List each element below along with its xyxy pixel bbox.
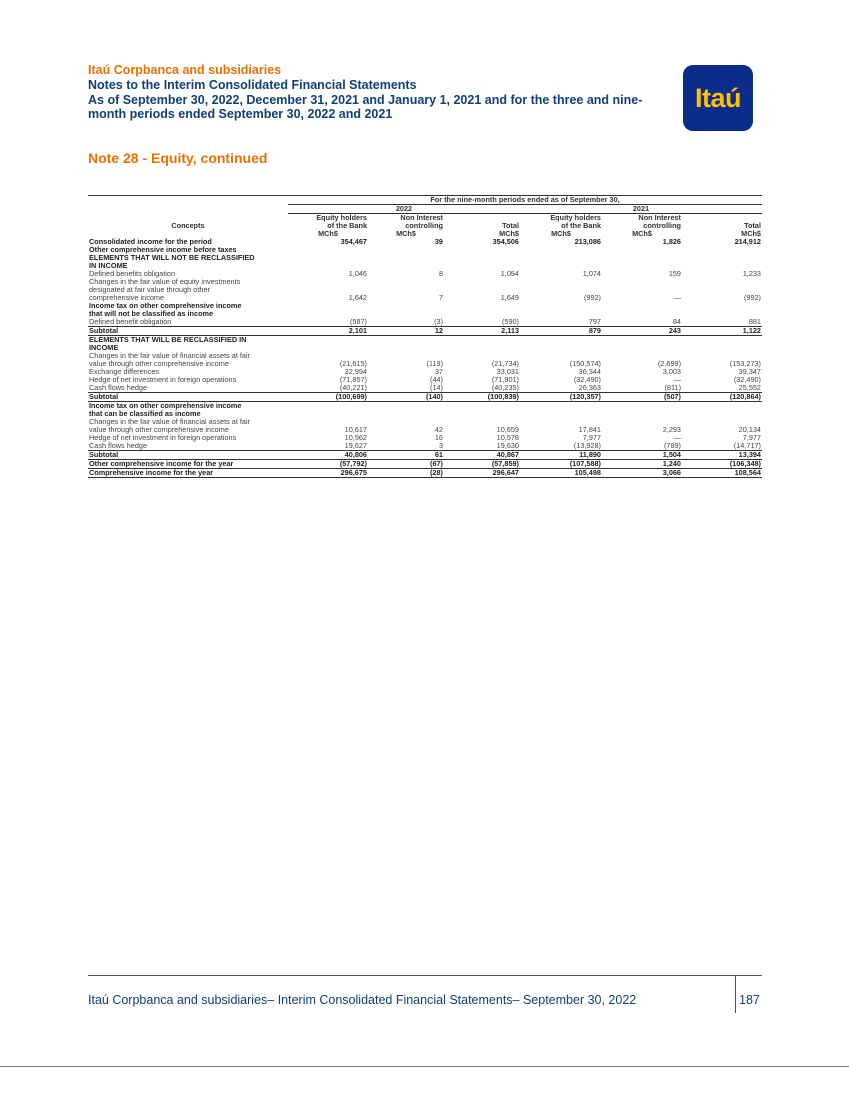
col-nci-2022-sub: controlling [405,221,443,230]
row-value: 20,134 [738,425,761,434]
row-value [288,254,368,262]
row-value: 26,363 [578,383,601,392]
row-value [368,336,444,345]
row-value: 879 [520,327,602,336]
row-value: 19,630 [496,441,519,450]
row-value: (106,348) [682,460,762,469]
row-value: — [673,293,681,302]
company-name: Itaú Corpbanca and subsidiaries [88,63,282,77]
row-label-line: Comprehensive income for the year [89,468,214,477]
row-value: (992) [583,293,601,302]
logo-text: Itaú [694,82,741,113]
row-value: 1,826 [662,237,681,246]
row-value [682,336,762,345]
row-label-line: IN INCOME [89,261,128,270]
row-value [682,410,762,418]
statement-period-line2: month periods ended September 30, 2022 and 2021 [88,107,393,121]
col-equity-2021-sub: of the Bank [561,221,601,230]
table-row [88,278,762,302]
row-value: (140) [368,393,444,402]
row-value [520,336,602,345]
row-value: (587) [349,317,367,326]
row-value: 12 [368,327,444,336]
row-label [88,442,288,451]
row-value: — [673,433,681,442]
row-value: (32,490) [733,375,761,384]
row-value [602,302,682,310]
row-value: 7 [438,293,443,302]
row-value: (21,734) [491,359,519,368]
statement-title: Notes to the Interim Consolidated Financial Statements [88,78,417,92]
row-value [444,246,520,254]
unit-label: MCh$ [632,229,652,238]
row-label-line: value through other comprehensive income [89,425,229,434]
row-value: 354,467 [340,237,367,246]
col-equity-2021: Equity holders [550,213,601,222]
row-value: 13,394 [682,451,762,460]
col-nci-2021: Non Interest [638,213,681,222]
row-value: (44) [430,375,443,384]
col-nci-2022: Non Interest [400,213,443,222]
row-value: 296,675 [288,469,368,478]
row-value [444,410,520,418]
row-value [444,344,520,352]
row-value: 797 [588,317,601,326]
row-label-line: that can be classified as income [89,409,201,418]
table-row [88,254,762,262]
row-value [288,336,368,345]
row-value [682,246,762,254]
unit-label: MCh$ [318,229,338,238]
row-value [682,254,762,262]
col-total-2021: Total [744,221,761,230]
row-value: (40,221) [339,383,367,392]
row-label-line: Defined benefits obligation [89,269,176,278]
row-value: 7,977 [582,433,601,442]
concepts-header: Concepts [171,221,205,230]
footer-separator [735,976,736,1013]
row-value: 243 [602,327,682,336]
row-value: — [673,375,681,384]
page-bottom-rule [0,1066,849,1067]
statement-period-line1: As of September 30, 2022, December 31, 2021 and January 1, 2021 and for the three and nine- [88,92,643,107]
row-value: (21,615) [339,359,367,368]
row-label [88,278,288,302]
row-value [602,246,682,254]
row-value: 1,233 [742,269,761,278]
row-label-line: comprehensive income [89,293,165,302]
row-value: 39,347 [738,367,761,376]
row-value: (3) [434,317,443,326]
row-value: (789) [663,441,681,450]
row-label-line: designated at fair value through other [89,285,210,294]
unit-label: MCh$ [499,229,519,238]
row-label-line: value through other comprehensive income [89,359,229,368]
row-label [88,318,288,327]
row-label-line: Hedge of net investment in foreign operations [89,433,237,442]
row-value [368,254,444,262]
note-title: Note 28 - Equity, continued [88,150,268,166]
row-value [368,344,444,352]
document-header [88,63,668,122]
row-label [88,352,288,368]
col-equity-2022-sub: of the Bank [327,221,367,230]
row-label-line: ELEMENTS THAT WILL NOT BE RECLASSIFIED [89,253,255,262]
row-value: (120,864) [682,393,762,402]
row-value [520,344,602,352]
table-row [88,318,762,327]
row-value: 1,642 [348,293,367,302]
row-label-line: Hedge of net investment in foreign operations [89,375,237,384]
row-label-line: Defined benefit obligation [89,317,172,326]
row-value: 354,506 [492,237,519,246]
row-value: 3,003 [662,367,681,376]
row-value: 214,912 [734,237,761,246]
row-value: (100,699) [288,393,368,402]
row-value [368,246,444,254]
row-value: 19,627 [344,441,367,450]
row-value: (590) [501,317,519,326]
row-label-line: Changes in the fair value of equity investments [89,277,241,286]
year-2021-header: 2021 [520,205,762,214]
row-value: 32,994 [344,367,367,376]
row-value: 3,066 [602,469,682,478]
table-row [88,384,762,393]
row-value [368,262,444,270]
row-value [368,310,444,318]
row-value [520,302,602,310]
row-label-line: INCOME [89,343,119,352]
row-value: 2,101 [288,327,368,336]
row-value [444,402,520,411]
row-label-line: Income tax on other comprehensive income [89,401,242,410]
row-value: (14) [430,383,443,392]
row-value [602,310,682,318]
row-value [288,246,368,254]
row-value: 1,074 [582,269,601,278]
row-value: (107,588) [520,460,602,469]
row-value [520,410,602,418]
row-value: (992) [743,293,761,302]
row-label-line: Income tax on other comprehensive income [89,301,242,310]
table-row [88,376,762,384]
row-value: (150,574) [569,359,601,368]
row-value: 10,562 [344,433,367,442]
row-value: 42 [434,425,443,434]
row-value: 7,977 [742,433,761,442]
row-value [520,402,602,411]
row-label-line: Cash flows hedge [89,441,148,450]
row-value: 881 [748,317,761,326]
row-value [288,302,368,310]
row-value: (120,357) [520,393,602,402]
col-nci-2021-sub: controlling [643,221,681,230]
row-value: (57,859) [444,460,520,469]
table-row [88,469,762,478]
row-value: 36,344 [578,367,601,376]
row-value: (13,928) [573,441,601,450]
table-row [88,262,762,270]
row-value [602,410,682,418]
row-value: (100,839) [444,393,520,402]
year-2022-header: 2022 [288,205,520,214]
footer-rule [88,975,762,976]
row-value: 40,806 [288,451,368,460]
row-value: (71,857) [339,375,367,384]
row-value: (67) [368,460,444,469]
row-value: 1,046 [348,269,367,278]
row-value: (28) [368,469,444,478]
row-value: 40,867 [444,451,520,460]
row-value: 25,552 [738,383,761,392]
row-label-line: that will not be classified as income [89,309,214,318]
row-value: 159 [668,269,681,278]
table-row [88,352,762,368]
row-value: 84 [672,317,681,326]
row-value: 1,122 [682,327,762,336]
row-value: (71,901) [491,375,519,384]
row-value [288,344,368,352]
row-value: 10,617 [344,425,367,434]
row-value: (507) [602,393,682,402]
row-value [682,344,762,352]
period-header: For the nine-month periods ended as of September 30, [288,196,762,205]
row-value [288,402,368,411]
row-value [602,402,682,411]
row-value [368,410,444,418]
col-equity-2022: Equity holders [316,213,367,222]
unit-label: MCh$ [741,229,761,238]
row-value: (2,699) [657,359,681,368]
equity-table [88,195,762,478]
row-value [520,254,602,262]
row-value: 1,649 [500,293,519,302]
row-label-line: Cash flows hedge [89,383,148,392]
row-label-line: Exchange differences [89,367,160,376]
row-value [602,336,682,345]
row-value: 8 [438,269,443,278]
table-row [88,434,762,442]
row-value: 296,647 [444,469,520,478]
page-number: 187 [739,993,760,1007]
row-value: 213,086 [574,237,601,246]
row-value: (811) [664,383,681,392]
table-row [88,442,762,451]
row-value: 33,031 [496,367,519,376]
row-value [682,402,762,411]
row-value: 10,578 [496,433,519,442]
row-value [444,336,520,345]
row-value: (57,792) [288,460,368,469]
row-value [444,302,520,310]
row-value: 11,890 [520,451,602,460]
unit-label: MCh$ [551,229,571,238]
col-total-2022: Total [502,221,519,230]
row-value: 17,841 [578,425,601,434]
row-label [88,336,288,345]
row-value: 1,054 [500,269,519,278]
row-value [602,254,682,262]
row-value [368,402,444,411]
row-value: 108,564 [682,469,762,478]
row-value [602,344,682,352]
row-value [444,254,520,262]
row-value: 37 [434,367,443,376]
row-value [520,246,602,254]
row-value: 1,504 [602,451,682,460]
row-label-line: Subtotal [89,326,119,335]
row-value: 61 [368,451,444,460]
row-value: (14,717) [733,441,761,450]
unit-label: MCh$ [396,229,416,238]
row-value: 105,498 [520,469,602,478]
row-label [88,384,288,393]
table-row [88,310,762,318]
row-value: 16 [434,433,443,442]
row-label [88,418,288,434]
row-value: 39 [434,237,443,246]
row-label-line: Changes in the fair value of financial assets at fair [89,417,251,426]
row-value: 2,113 [444,327,520,336]
row-label-line: Consolidated income for the period [89,237,212,246]
table-row [88,418,762,434]
row-value [288,410,368,418]
row-value: 2,293 [662,425,681,434]
row-label [88,469,288,478]
row-label-line: ELEMENTS THAT WILL BE RECLASSIFIED IN [89,335,247,344]
row-value: (40,235) [491,383,519,392]
row-value: (32,490) [573,375,601,384]
row-label-line: Subtotal [89,392,119,401]
row-label-line: Other comprehensive income before taxes [89,245,237,254]
row-value: (153,273) [729,359,761,368]
row-value [682,302,762,310]
row-value: 10,659 [496,425,519,434]
row-value: (119) [426,359,443,368]
row-value [368,302,444,310]
row-value: 3 [438,441,443,450]
footer-text: Itaú Corpbanca and subsidiaries– Interim Consolidated Financial Statements– September 30, 2022 [88,993,637,1007]
table-row [88,336,762,345]
row-label-line: Changes in the fair value of financial assets at fair [89,351,251,360]
row-label-line: Subtotal [89,450,119,459]
row-value: 1,240 [602,460,682,469]
itau-logo [683,65,753,131]
row-label-line: Other comprehensive income for the year [89,459,234,468]
